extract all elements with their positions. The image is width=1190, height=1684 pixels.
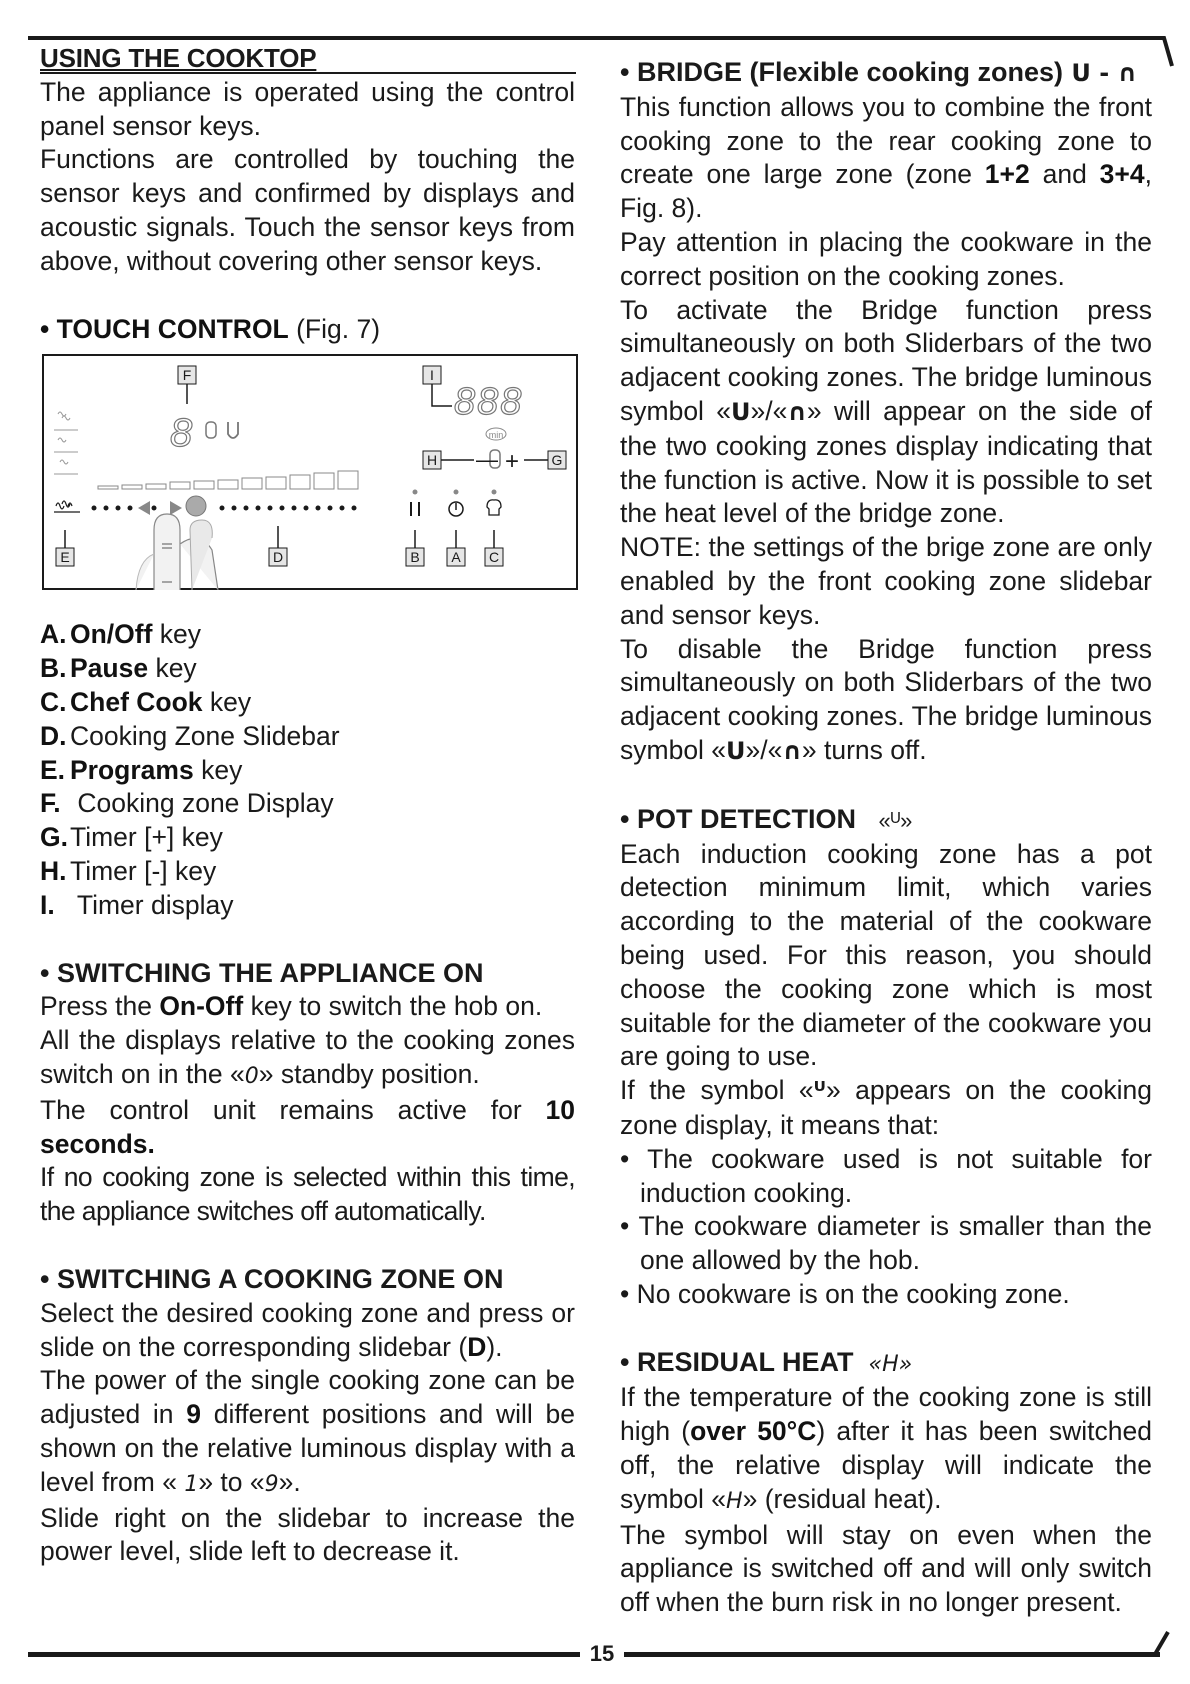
pot-p1: Each induction cooking zone has a pot detection minimum limit, which varies according to the material of the cookware being used. For this reason, you should choose the cooking zone which is most suitable for the diameter of the cookware you are going to use. xyxy=(620,838,1152,1072)
fig-label-f: F xyxy=(182,367,192,384)
pot-bullet-3: • No cookware is on the cooking zone. xyxy=(620,1278,1070,1309)
intro-paragraph-2: Functions are controlled by touching the sensor keys and confirmed by displays and acoustic signals. Touch the sensor keys from above, without covering other sensor keys. xyxy=(40,144,575,276)
pot-symbol-icon: «ᵁ» xyxy=(878,807,913,833)
bottom-rule-left xyxy=(28,1652,580,1657)
pot-detection-heading: • POT DETECTION «ᵁ» xyxy=(620,803,913,834)
switch-on-p1: Press the On-Off key to switch the hob on. xyxy=(40,991,543,1022)
page-number: 15 xyxy=(589,1641,615,1666)
bridge-p2: Pay attention in placing the cookware in the correct position on the cooking zones. xyxy=(620,226,1152,291)
touch-control-figure xyxy=(42,354,578,590)
fig-label-a: A xyxy=(451,549,461,566)
fig-zone-display: 8 xyxy=(170,411,193,456)
right-column xyxy=(620,56,1152,1620)
bridge-symbol-icon: U - ∩ xyxy=(1063,59,1138,87)
bridge-p5: To disable the Bridge function press simultaneously on both Sliderbars of the two adjacent cooking zones. The bridge luminous symbol «U»/«∩» turns off. xyxy=(620,633,1152,765)
bridge-p3: To activate the Bridge function press simultaneously on both Sliderbars of the two adjacent cooking zones. The bridge luminous symbol «U»/«∩» will appear on the side of the two cooking zones display indicating that the function is active. Now it is possible to set the heat level of the bridge zone. xyxy=(620,294,1152,529)
legend-item-a: A. On/Off key xyxy=(40,619,202,650)
fig-label-h: H xyxy=(426,452,438,469)
switch-on-p3: The control unit remains active for 10 seconds. xyxy=(40,1094,575,1159)
legend-item-g: G.Timer [+] key xyxy=(40,822,223,853)
bridge-heading: • BRIDGE (Flexible cooking zones) U - ∩ xyxy=(620,57,1138,87)
switch-on-p2: All the displays relative to the cooking zones switch on in the «0» standby position. xyxy=(40,1025,575,1089)
legend-item-d: D. Cooking Zone Slidebar xyxy=(40,720,340,751)
pot-bullet-2: • The cookware diameter is smaller than the one allowed by the hob. xyxy=(620,1211,1152,1276)
legend-item-b: B. Pause key xyxy=(40,653,197,684)
zone-on-p3: Slide right on the slidebar to increase the power level, slide left to decrease it. xyxy=(40,1502,575,1567)
fig-label-d: D xyxy=(272,549,284,566)
fig-min-label: min xyxy=(488,430,504,441)
switch-on-p4: If no cooking zone is selected within this time, the appliance switches off automatically. xyxy=(40,1162,575,1227)
legend-item-h: H. Timer [-] key xyxy=(40,855,217,886)
bridge-note: NOTE: the settings of the brige zone are only enabled by the front cooking zone slidebar and sensor keys. xyxy=(620,532,1152,630)
legend-item-i: I. Timer display xyxy=(40,889,234,920)
touch-control-fig-ref: (Fig. 7) xyxy=(288,313,381,344)
legend-item-c: C. Chef Cook key xyxy=(40,686,252,717)
switching-appliance-on-heading: • SWITCHING THE APPLIANCE ON xyxy=(40,957,484,988)
fig-label-e: E xyxy=(60,549,70,566)
bottom-corner-mark xyxy=(1150,1630,1174,1660)
fig-timer-display: 888 xyxy=(454,381,524,424)
touch-control-heading-text: • TOUCH CONTROL xyxy=(40,313,289,344)
residual-heat-symbol: «H» xyxy=(868,1351,913,1377)
fig-label-g: G xyxy=(551,452,563,469)
fig-label-b: B xyxy=(410,549,420,566)
residual-p1: If the temperature of the cooking zone is still high (over 50°C) after it has been switched off, the relative display will indicate the symbol «H» (residual heat). xyxy=(620,1382,1152,1514)
touch-control-heading xyxy=(40,313,575,347)
page-title: USING THE COOKTOP xyxy=(40,43,317,73)
legend-item-f: F. Cooking zone Display xyxy=(40,788,334,819)
svg-text:—: — xyxy=(476,447,498,473)
residual-p2: The symbol will stay on even when the appliance is switched off and will only switch off when the burn risk in no longer present. xyxy=(620,1519,1152,1618)
bridge-p1: This function allows you to combine the front cooking zone to the rear cooking zone to create one large zone (zone 1+2 and 3+4, Fig. 8). xyxy=(620,91,1152,224)
zone-on-p2: The power of the single cooking zone can be adjusted in 9 different positions and will be shown on the relative luminous display with a level from « 1» to «9». xyxy=(40,1365,575,1497)
left-column xyxy=(40,42,575,1569)
fig-label-i: I xyxy=(430,367,434,384)
pot-p2: If the symbol «ᵁ» appears on the cooking zone display, it means that: xyxy=(620,1075,1153,1140)
switching-zone-on-heading: • SWITCHING A COOKING ZONE ON xyxy=(40,1263,504,1294)
legend-item-e: E. Programs key xyxy=(40,754,243,785)
intro-paragraph-1: The appliance is operated using the control panel sensor keys. xyxy=(40,76,575,141)
residual-heat-heading: • RESIDUAL HEAT «H» xyxy=(620,1346,913,1377)
bottom-rule-right xyxy=(624,1652,1160,1657)
corner-mark xyxy=(1150,36,1174,76)
pot-bullet-1: • The cookware used is not suitable for induction cooking. xyxy=(620,1143,1152,1208)
svg-text:+: + xyxy=(505,448,520,476)
legend-list xyxy=(40,618,575,922)
zone-on-p1: Select the desired cooking zone and press or slide on the corresponding slidebar (D). xyxy=(40,1297,575,1362)
fig-label-c: C xyxy=(488,549,500,566)
top-rule xyxy=(28,36,1156,40)
